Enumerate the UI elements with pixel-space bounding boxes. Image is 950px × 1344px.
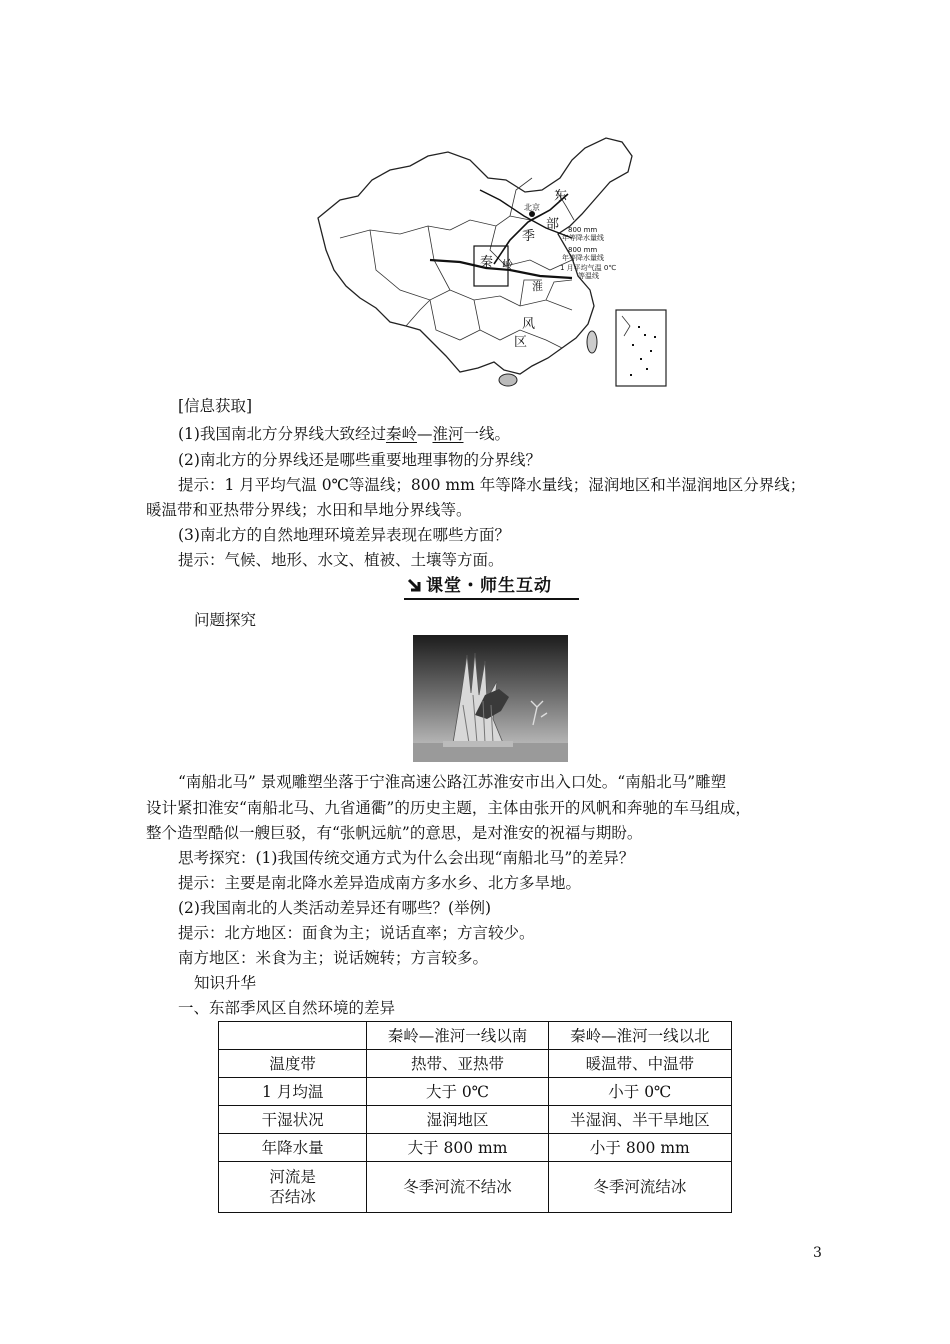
map-label-ling: 岭	[502, 258, 513, 271]
knowledge-heading: 知识升华	[194, 974, 257, 992]
table-row	[219, 1134, 732, 1162]
map-label-ji: 季	[522, 229, 536, 244]
table-cell	[219, 1162, 367, 1213]
think-hint-2b: 南方地区：米食为主；说话婉转；方言较多。	[178, 949, 489, 967]
sculpture-photo	[413, 635, 568, 762]
table-header-cell	[219, 1022, 367, 1050]
info-hint-2-line2: 暖温带和亚热带分界线；水田和旱地分界线等。	[146, 501, 472, 519]
table-header-cell: 秦岭—淮河一线以北	[548, 1022, 731, 1050]
table-cell: 干湿状况	[219, 1106, 367, 1134]
table-cell: 大于 0℃	[367, 1078, 548, 1106]
table-cell: 小于 0℃	[548, 1078, 731, 1106]
map-label-beijing: 北京	[524, 203, 540, 212]
inquiry-para-2: 设计紧扣淮安“南船北马、九省通衢”的历史主题，主体由张开的风帆和奔驰的车马组成，	[146, 799, 751, 817]
table-cell: 温度带	[219, 1050, 367, 1078]
table-cell: 湿润地区	[367, 1106, 548, 1134]
table-cell: 热带、亚热带	[367, 1050, 548, 1078]
map-label-800-b2: 年等降水量线	[562, 254, 604, 262]
think-question-2: (2)我国南北的人类活动差异还有哪些？(举例)	[178, 899, 492, 917]
knowledge-section-title: 一、东部季风区自然环境的差异	[178, 999, 396, 1017]
table-row	[219, 1106, 732, 1134]
section-banner	[404, 574, 579, 600]
huaihe-answer: 淮河	[432, 425, 464, 443]
table-cell: 大于 800 mm	[367, 1134, 548, 1162]
info-hint-2-line1: 提示：1 月平均气温 0℃等温线；800 mm 年等降水量线；湿润地区和半湿润地区分界线；	[178, 476, 806, 494]
think-question-1: 思考探究：(1)我国传统交通方式为什么会出现“南船北马”的差异？	[178, 849, 635, 867]
river-label-line2: 否结冰	[269, 1188, 316, 1206]
banner-title: 课堂・师生互动	[426, 576, 552, 596]
page-number: 3	[813, 1245, 822, 1261]
qinling-answer: 秦岭	[385, 425, 417, 443]
map-label-dong: 东	[554, 189, 568, 204]
map-label-feng: 风	[522, 317, 536, 332]
arrow-icon	[406, 577, 424, 595]
table-cell: 年降水量	[219, 1134, 367, 1162]
river-label-line1: 河流是	[269, 1168, 316, 1186]
table-row	[219, 1050, 732, 1078]
map-label-800-b: 800 mm	[568, 246, 598, 254]
info-question-1: (1)我国南北方分界线大致经过秦岭—淮河一线。	[178, 425, 511, 443]
info-question-2: (2)南北方的分界线还是哪些重要地理事物的分界线？	[178, 451, 541, 469]
map-label-qu: 区	[514, 335, 528, 350]
table-header-cell: 秦岭—淮河一线以南	[367, 1022, 548, 1050]
map-label-800-a: 800 mm	[568, 226, 598, 234]
inquiry-heading: 问题探究	[194, 611, 257, 629]
table-cell: 冬季河流不结冰	[367, 1162, 548, 1213]
table-cell: 半湿润、半干旱地区	[548, 1106, 731, 1134]
info-hint-3: 提示：气候、地形、水文、植被、土壤等方面。	[178, 551, 504, 569]
table-row	[219, 1162, 732, 1213]
table-cell: 暖温带、中温带	[548, 1050, 731, 1078]
comparison-table	[218, 1021, 732, 1213]
inquiry-para-1: “南船北马” 景观雕塑坐落于宁淮高速公路江苏淮安市出入口处。“南船北马”雕塑	[178, 773, 727, 791]
china-map	[310, 130, 672, 392]
table-cell: 小于 800 mm	[548, 1134, 731, 1162]
table-cell: 1 月均温	[219, 1078, 367, 1106]
table-header-row	[219, 1022, 732, 1050]
map-label-qin: 秦	[480, 255, 494, 270]
map-label-isotherm-2: 等温线	[578, 272, 599, 280]
table-row	[219, 1078, 732, 1106]
inquiry-para-3: 整个造型酷似一艘巨驳，有“张帆远航”的意思，是对淮安的祝福与期盼。	[146, 824, 643, 842]
think-hint-2a: 提示：北方地区：面食为主；说话直率；方言较少。	[178, 924, 535, 942]
think-hint-1: 提示：主要是南北降水差异造成南方多水乡、北方多旱地。	[178, 874, 582, 892]
map-label-isotherm-1: 1 月平均气温 0℃	[560, 264, 617, 272]
info-heading: [信息获取]	[178, 397, 253, 415]
table-cell: 冬季河流结冰	[548, 1162, 731, 1213]
map-label-bu: 部	[546, 217, 560, 232]
map-label-huai: 淮	[532, 280, 543, 293]
map-label-800-a2: 年等降水量线	[562, 234, 604, 242]
info-question-3: (3)南北方的自然地理环境差异表现在哪些方面？	[178, 526, 510, 544]
